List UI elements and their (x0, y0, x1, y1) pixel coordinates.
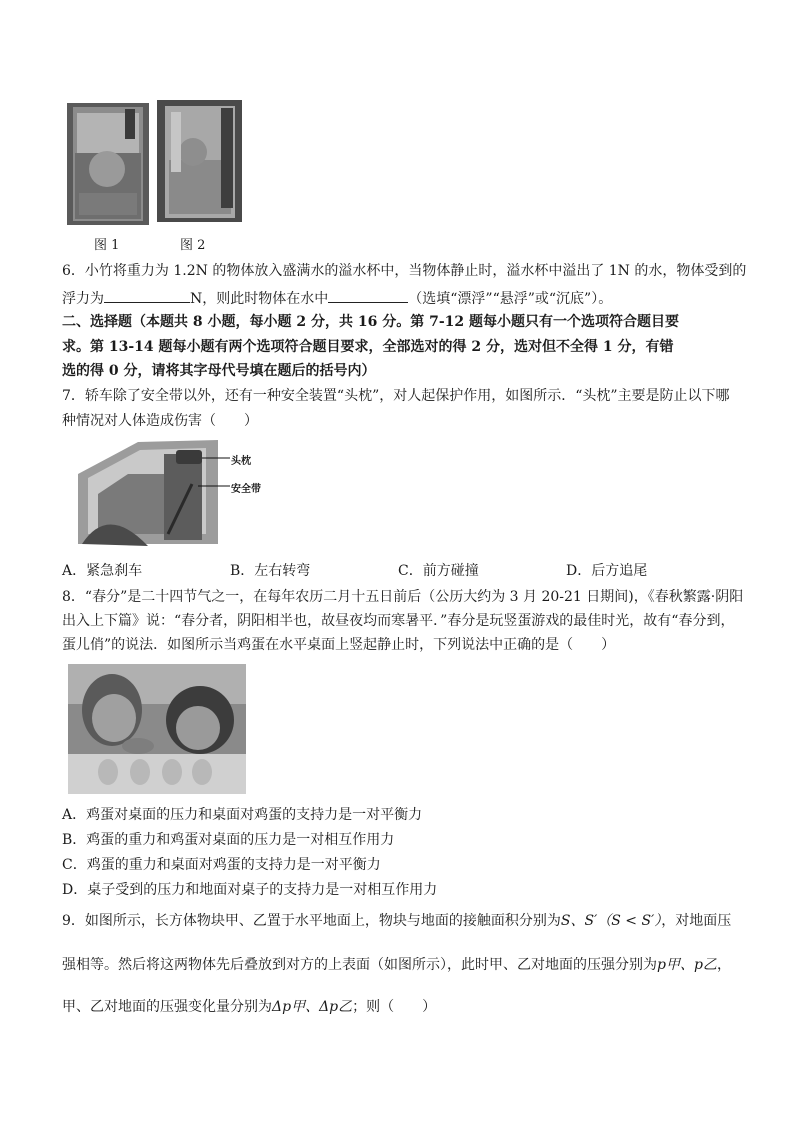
q9-pressure-change-expression: Δp甲、Δp乙 (272, 999, 353, 1015)
q8-option-c[interactable]: C．鸡蛋的重力和桌面对鸡蛋的支持力是一对平衡力 (62, 857, 381, 873)
q8-line-2: 出入上下篇》说：“春分者，阴阳相半也，故昼夜均而寒暑平．”春分是玩竖蛋游戏的最佳时光，故有“春分到， (62, 613, 735, 629)
section-2-line-3: 选的得 0 分，请将其字母代号填在题后的括号内） (62, 363, 376, 379)
q8-line-1: 8．“春分”是二十四节气之一，在每年农历二月十五日前后（公历大约为 3 月 20-21 日期间)，《春秋繁露·阴阳 (62, 589, 744, 605)
q9-text-2a: 强相等。然后将这两物体先后叠放到对方的上表面（如图所示），此时甲、乙对地面的压强分别为 (62, 957, 657, 973)
q9-text-2b: ， (716, 957, 731, 973)
q9-text-3a: 甲、乙对地面的压强变化量分别为 (62, 999, 272, 1015)
q7-line-2: 种情况对人体造成伤害（ ） (62, 413, 258, 429)
q8-option-a[interactable]: A．鸡蛋对桌面的压力和桌面对鸡蛋的支持力是一对平衡力 (62, 807, 423, 823)
q6-text-c: （选填“漂浮”“悬浮”或“沉底”）。 (408, 291, 613, 307)
figure-2-caption: 图 2 (180, 238, 206, 253)
q6-blank-1[interactable] (104, 288, 190, 303)
q7-line-1: 7．轿车除了安全带以外，还有一种安全装置“头枕”，对人起保护作用，如图所示．“头枕”主要是防止以下哪 (62, 388, 730, 404)
q8-option-b[interactable]: B．鸡蛋的重力和鸡蛋对桌面的压力是一对相互作用力 (62, 832, 395, 848)
figure-2-photo (157, 100, 242, 222)
figure-1-photo (67, 103, 149, 225)
q9-text-1b: ，对地面压 (661, 913, 732, 929)
q9-line-3 (62, 998, 436, 1016)
q6-line-2 (62, 288, 612, 308)
q7-option-b[interactable]: B．左右转弯 (230, 563, 311, 579)
q6-line-1: 6．小竹将重力为 1.2N 的物体放入盛满水的溢水杯中，当物体静止时，溢水杯中溢出了 1N 的水，物体受到的 (62, 263, 747, 279)
q6-text-b: N，则此时物体在水中 (190, 291, 329, 307)
q9-line-1 (62, 912, 731, 930)
q9-pressure-expression: p甲、p乙 (657, 957, 717, 973)
q6-blank-2[interactable] (328, 288, 408, 303)
q7-label-headrest: 头枕 (231, 456, 251, 467)
q9-line-2 (62, 956, 731, 974)
figure-1-caption: 图 1 (94, 238, 120, 253)
q7-option-d[interactable]: D．后方追尾 (566, 563, 648, 579)
q8-egg-photo (68, 664, 246, 794)
section-2-line-2: 求。第 13-14 题每小题有两个选项符合题目要求，全部选对的得 2 分，选对但不全得 1 分，有错 (62, 339, 674, 355)
q8-line-3: 蛋儿俏”的说法．如图所示当鸡蛋在水平桌面上竖起静止时，下列说法中正确的是（ ） (62, 637, 616, 653)
q7-label-seatbelt: 安全带 (231, 484, 261, 495)
q7-option-c[interactable]: C．前方碰撞 (398, 563, 479, 579)
q9-area-expression: S、S′（S < S′） (560, 913, 662, 929)
q8-option-d[interactable]: D．桌子受到的压力和地面对桌子的支持力是一对相互作用力 (62, 882, 438, 898)
q9-text-1a: 9．如图所示，长方体物块甲、乙置于水平地面上，物块与地面的接触面积分别为 (62, 913, 561, 929)
section-2-line-1: 二、选择题（本题共 8 小题，每小题 2 分，共 16 分。第 7-12 题每小题只有一个选项符合题目要 (62, 314, 679, 330)
q7-option-a[interactable]: A．紧急刹车 (62, 563, 143, 579)
q9-text-3b: ；则（ ） (352, 999, 437, 1015)
q6-text-a: 浮力为 (62, 291, 104, 307)
